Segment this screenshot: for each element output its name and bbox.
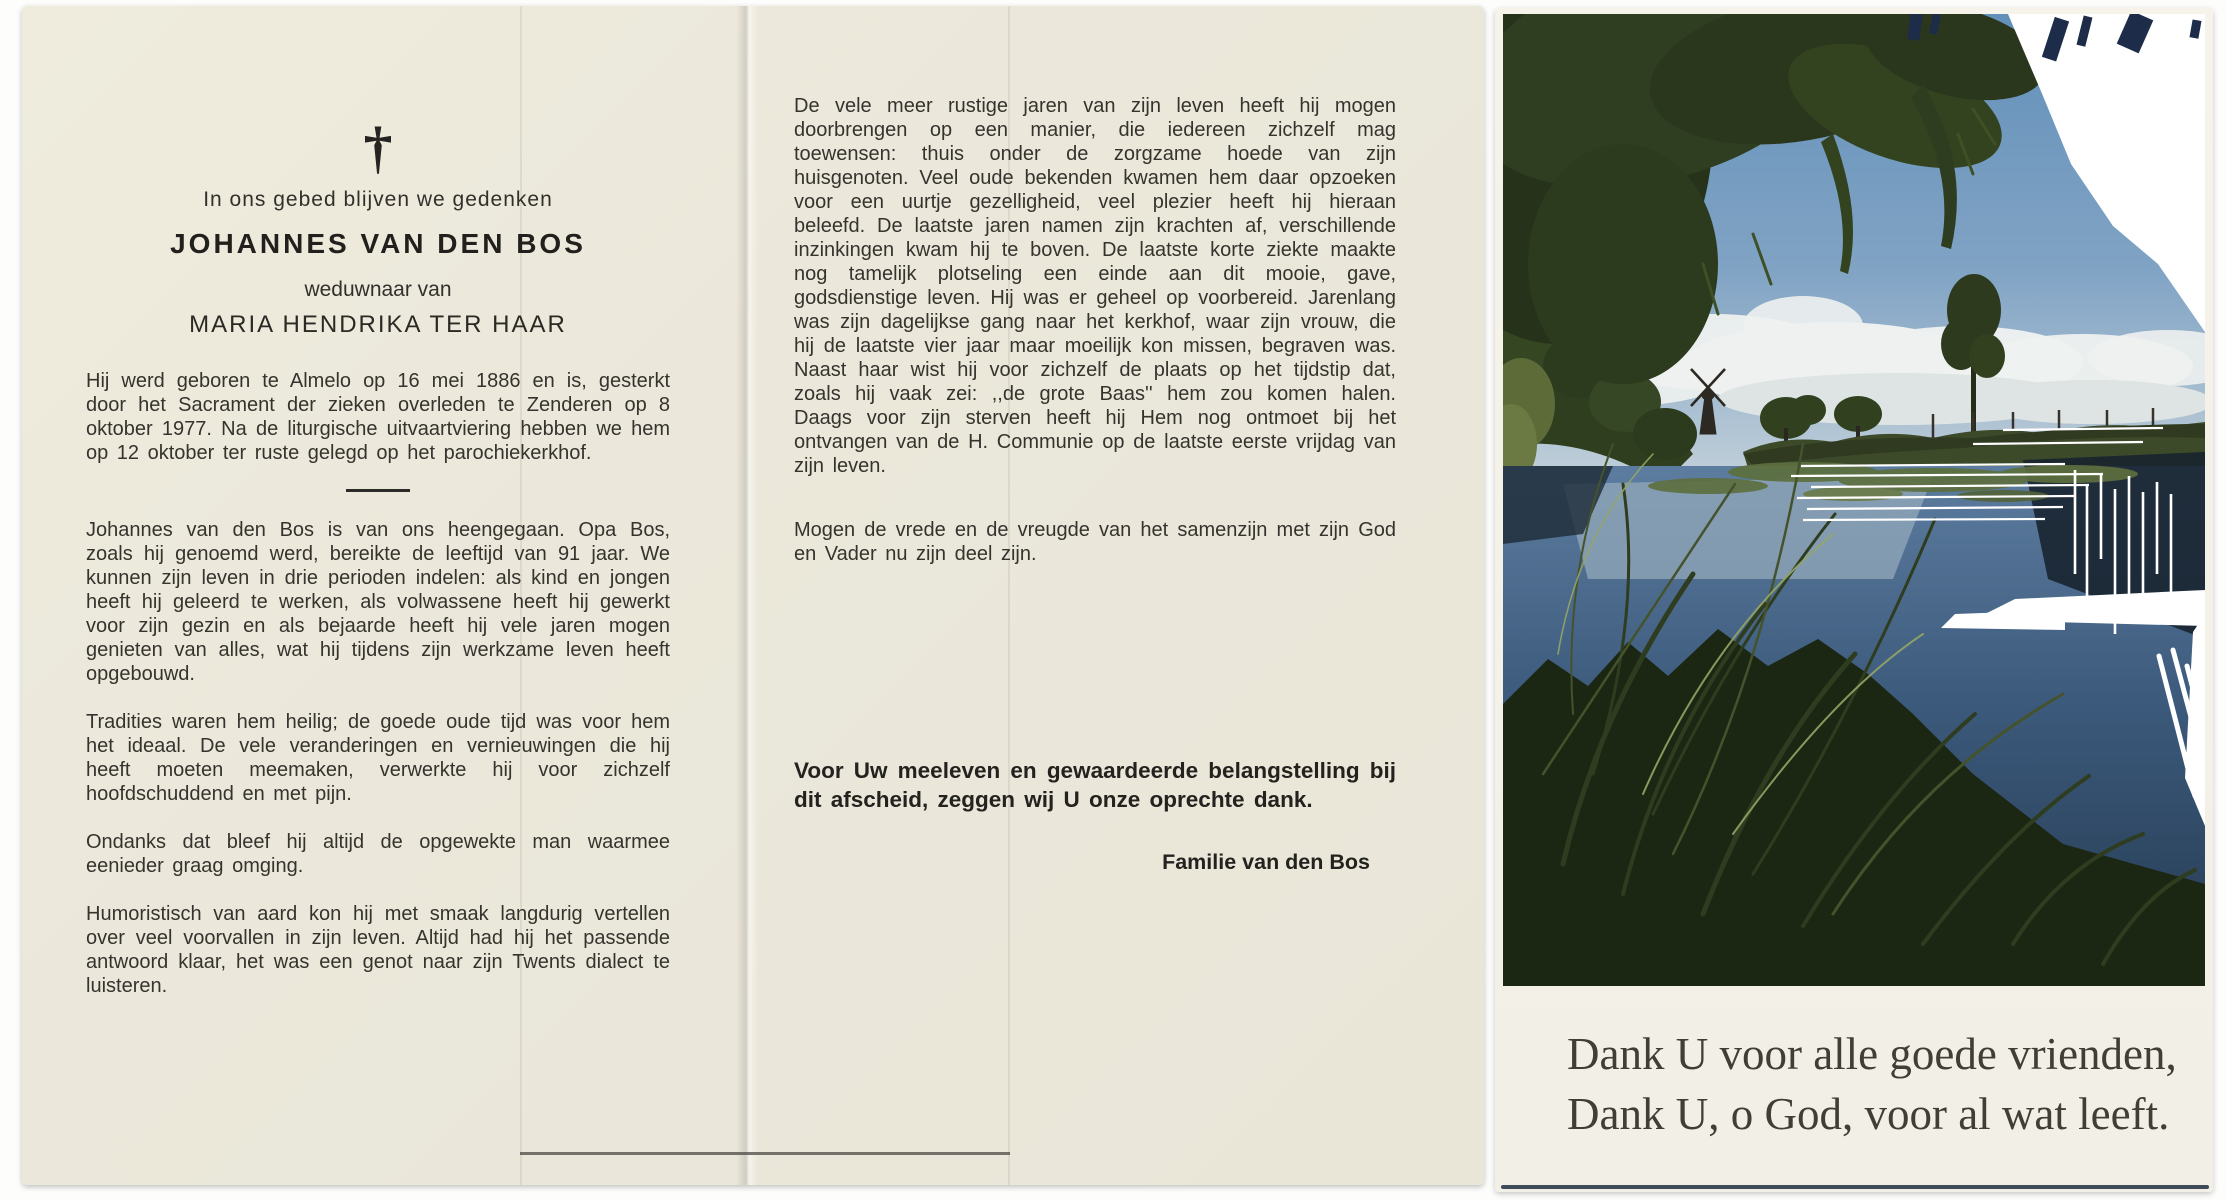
biography-paragraph: Tradities waren hem heilig; de goede oude tijd was voor hem het ideaal. De vele veranderingen en vernieuwingen die hij heeft moeten meemaken, verwerkte hij voor zichzelf hoofdschuddend en met pijn. <box>86 711 670 805</box>
memorial-text-panel <box>86 6 670 1022</box>
photo-card <box>1495 8 2213 1192</box>
windmill-canal-scene <box>1503 14 2205 986</box>
memorial-text-panel-2 <box>794 6 1396 875</box>
caption-line-1: Dank U voor alle goede vrienden, <box>1567 1029 2177 1079</box>
memorial-cross-icon: † <box>363 115 393 180</box>
card-bottom-edge <box>1501 1185 2209 1189</box>
biography-paragraph: Ondanks dat bleef hij altijd de opgewekte man waarmee eenieder graag omging. <box>86 831 670 877</box>
sheet-bottom-edge <box>520 1152 1010 1155</box>
prayer-paragraph: Mogen de vrede en de vreugde van het samenzijn met zijn God en Vader nu zijn deel zijn. <box>794 519 1396 565</box>
photo-caption <box>1495 986 2213 1162</box>
relation-line: weduwnaar van <box>304 278 452 301</box>
biography-paragraph: De vele meer rustige jaren van zijn leven heeft hij mogen doorbrengen op een manier, die iedereen zichzelf mag toewensen: thuis onder de zorgzame hoede van zijn huisgenoten. Veel oude bekenden kwamen hem daar opzoeken voor een uurtje gezelligheid, veel plezier heeft hij hieraan beleefd. De laatste jaren namen zijn krachten af, verschillende inzinkingen kwam hij te boven. De laatste korte ziekte maakte nog tamelijk plotseling een einde aan dit mooie, gave, godsdienstige leven. Hij was er geheel op voorbereid. Jarenlang was zijn dagelijkse gang naar het kerkhof, waar zijn vrouw, die hij de laatste vier jaar maar moeilijk kon missen, begraven was. Naast haar wist hij voor zichzelf de plaats op het tijdstip dat, zoals hij vaak zei: ,,de grote Baas'' hem zou komen halen. Daags voor zijn sterven heeft hij Hem nog ontmoet bij het ontvangen van de H. Communie op de laatste eerste vrijdag van zijn leven. <box>794 95 1396 477</box>
acknowledgement-text: Voor Uw meeleven en gewaardeerde belangstelling bij dit afscheid, zeggen wij U onze oprechte dank. <box>794 758 1396 812</box>
text-card <box>22 6 1484 1185</box>
intro-line: In ons gebed blijven we gedenken <box>203 188 553 211</box>
biography-paragraph: Humoristisch van aard kon hij met smaak langdurig vertellen over veel voorvallen in zijn leven. Altijd had hij het passende antwoord klaar, het was een genot naar zijn Twents dialect te luisteren. <box>86 903 670 997</box>
biography-paragraph: Johannes van den Bos is van ons heengegaan. Opa Bos, zoals hij genoemd werd, bereikte de leeftijd van 91 jaar. We kunnen zijn leven in drie perioden indelen: als kind en jongen heeft hij geleerd te werken, als volwassene heeft hij gewerkt voor zijn gezin en als bejaarde heeft hij vele jaren mogen genieten van alles, wat hij tijdens zijn werkzame leven heeft opgebouwd. <box>86 519 670 685</box>
spouse-name: MARIA HENDRIKA TER HAAR <box>189 311 567 338</box>
landscape-photo <box>1503 14 2205 986</box>
card-fold <box>736 6 758 1185</box>
deceased-name: JOHANNES VAN DEN BOS <box>170 228 586 259</box>
section-divider <box>346 489 410 492</box>
caption-line-2: Dank U, o God, voor al wat leeft. <box>1567 1089 2170 1139</box>
biography-paragraph: Hij werd geboren te Almelo op 16 mei 1886 en is, gesterkt door het Sacrament der zieken overleden te Zenderen op 8 oktober 1977. Na de liturgische uitvaartviering hebben we hem op 12 oktober ter ruste gelegd op het parochiekerkhof. <box>86 370 670 464</box>
family-signature: Familie van den Bos <box>1162 850 1370 874</box>
